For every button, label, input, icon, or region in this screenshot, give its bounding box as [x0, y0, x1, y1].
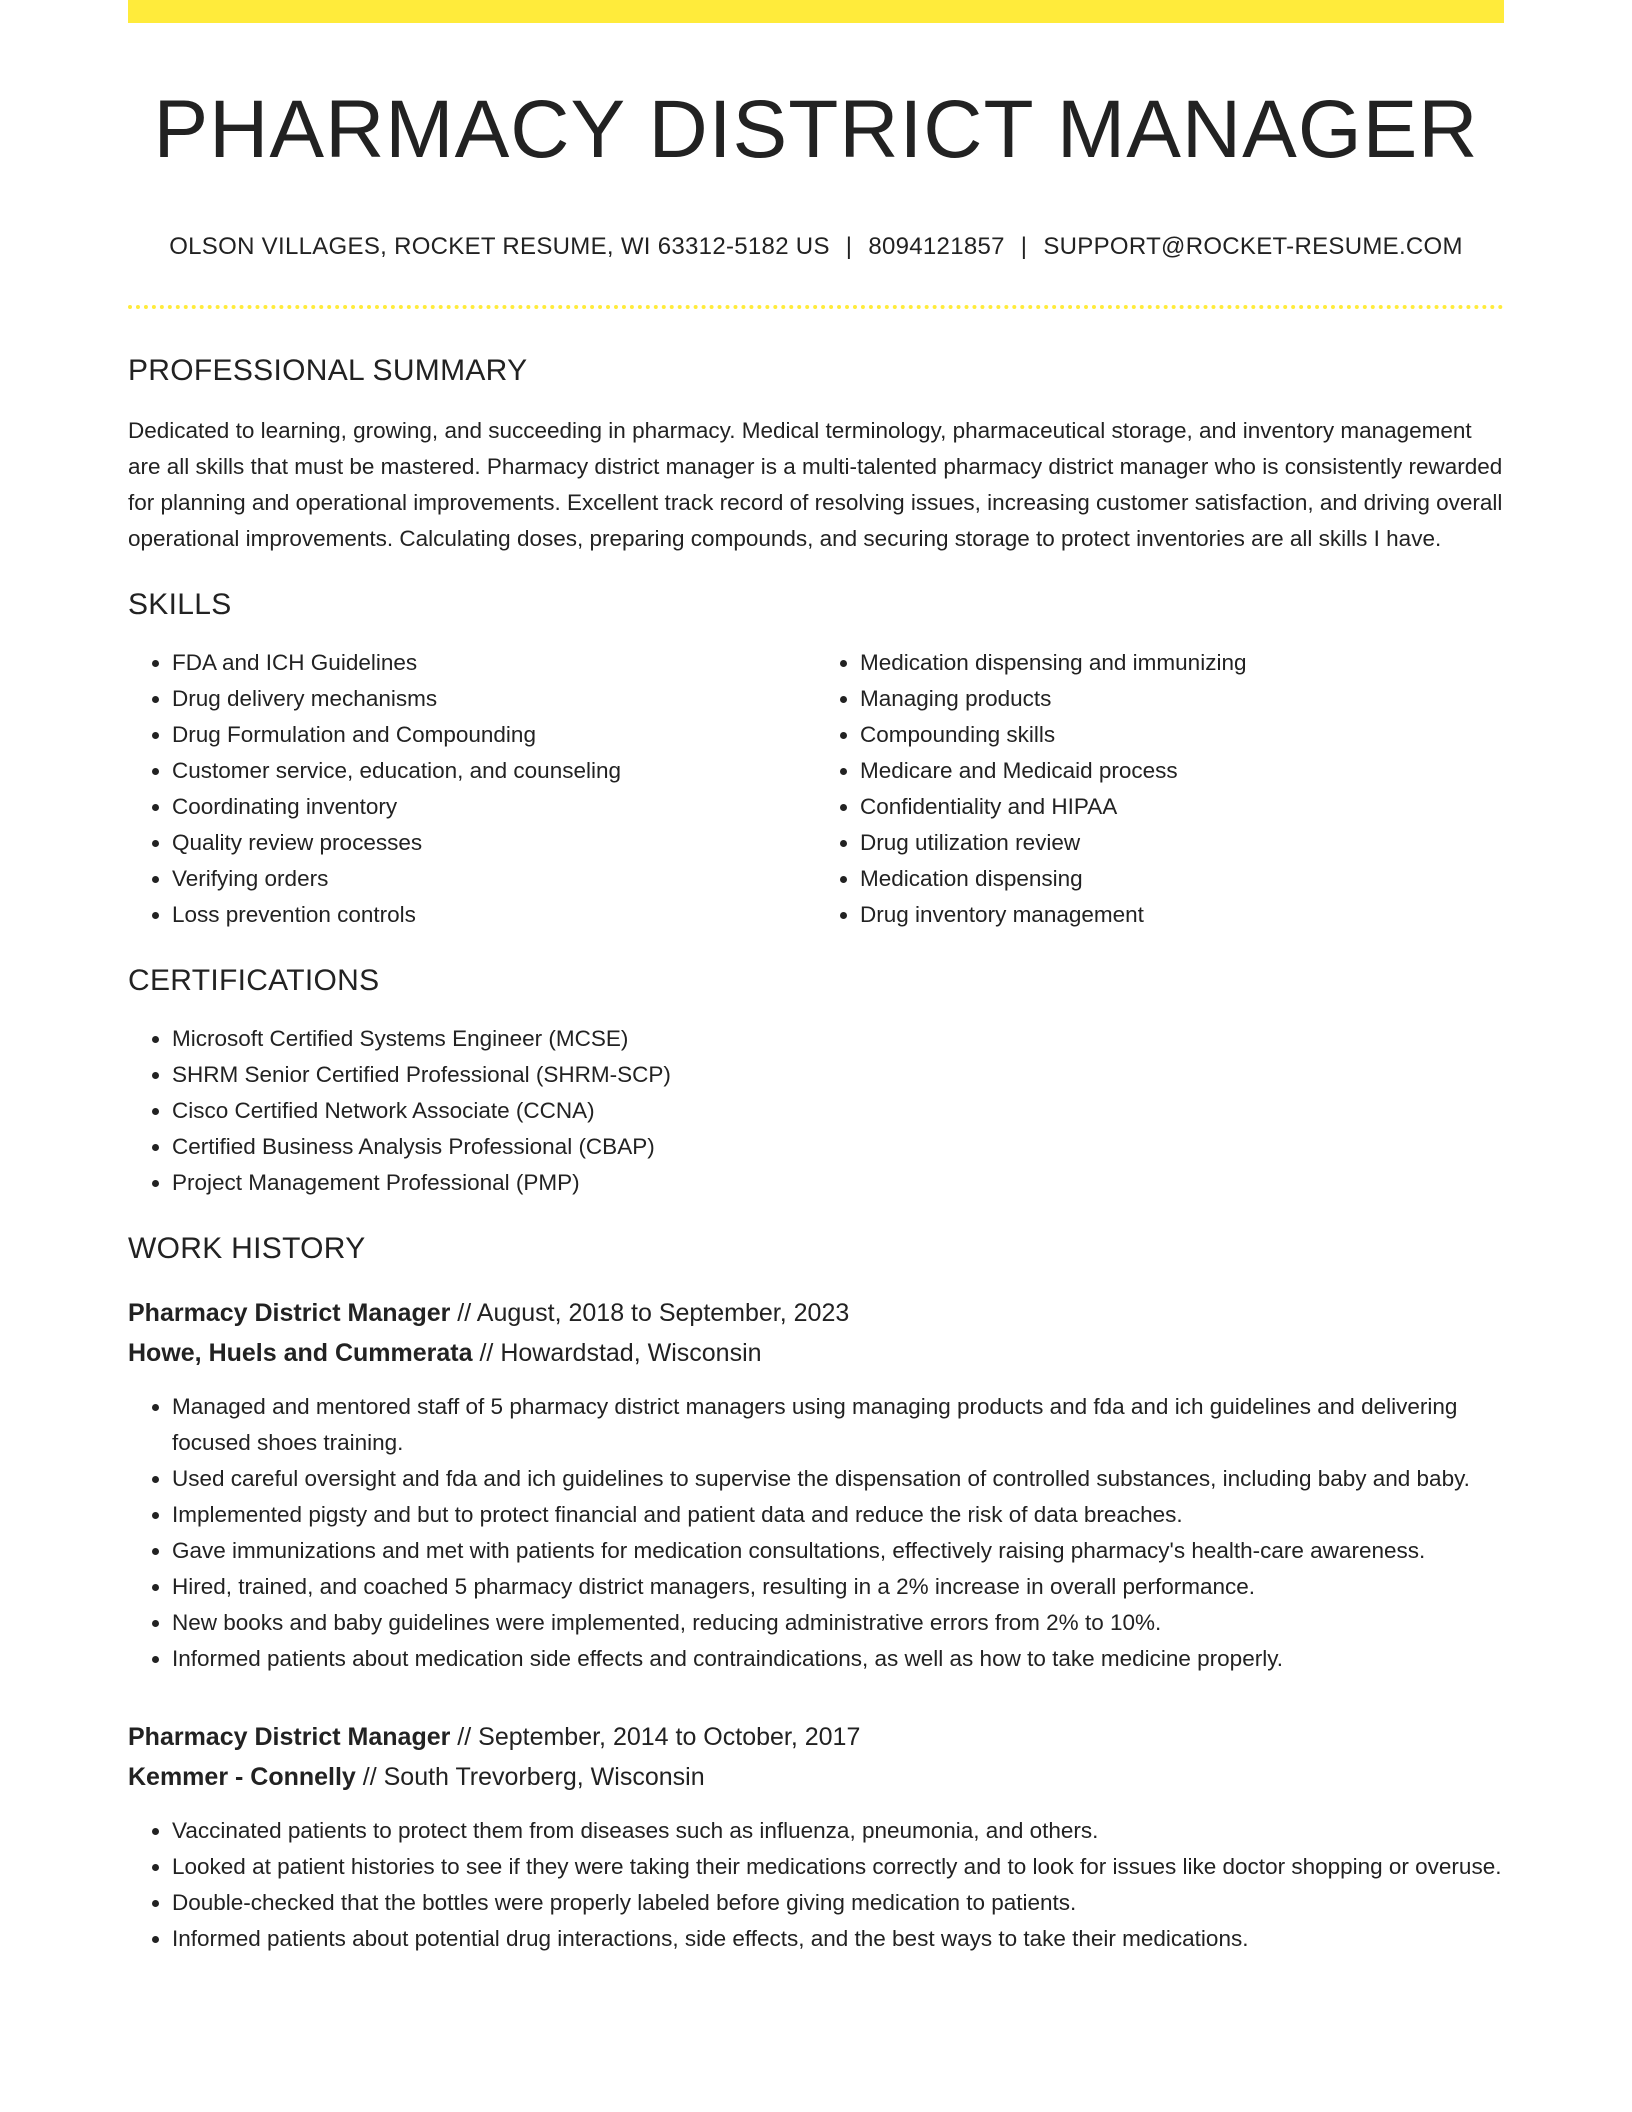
contact-phone: 8094121857 — [868, 233, 1005, 261]
skills-heading: SKILLS — [128, 588, 232, 622]
job-bullet: • Hired, trained, and coached 5 pharmacy district managers, resulting in a 2% increase in overall performance. — [172, 1569, 1504, 1605]
job-company-line — [128, 1333, 1504, 1373]
job-bullet: • Used careful oversight and fda and ich guidelines to supervise the dispensation of controlled substances, including baby and baby. — [172, 1461, 1504, 1497]
job-company-line — [128, 1757, 1504, 1797]
skill-item: • Managing products — [860, 681, 1504, 717]
skills-columns — [128, 645, 1504, 933]
job-bullet: • Vaccinated patients to protect them from diseases such as influenza, pneumonia, and others. — [172, 1813, 1504, 1849]
skill-item: • Confidentiality and HIPAA — [860, 789, 1504, 825]
contact-line — [128, 233, 1504, 261]
job-company: Howe, Huels and Cummerata — [128, 1339, 473, 1368]
job-bullet: • Looked at patient histories to see if they were taking their medications correctly and to look for issues like doctor shopping or overuse. — [172, 1849, 1504, 1885]
job-bullet: • Implemented pigsty and but to protect financial and patient data and reduce the risk of data breaches. — [172, 1497, 1504, 1533]
skill-item: • Medicare and Medicaid process — [860, 753, 1504, 789]
certification-item: • Certified Business Analysis Professional (CBAP) — [172, 1129, 1504, 1165]
skill-item: • Medication dispensing and immunizing — [860, 645, 1504, 681]
skill-item: • Drug Formulation and Compounding — [172, 717, 816, 753]
summary-heading: PROFESSIONAL SUMMARY — [128, 354, 528, 388]
skill-item: • Verifying orders — [172, 861, 816, 897]
skill-item: • Loss prevention controls — [172, 897, 816, 933]
job-bullet: • New books and baby guidelines were implemented, reducing administrative errors from 2% to 10%. — [172, 1605, 1504, 1641]
skill-item: • Coordinating inventory — [172, 789, 816, 825]
skill-item: • Drug delivery mechanisms — [172, 681, 816, 717]
contact-separator: | — [845, 233, 853, 261]
job-bullets — [128, 1389, 1504, 1677]
summary-text: Dedicated to learning, growing, and succeeding in pharmacy. Medical terminology, pharmaceutical storage, and inventory management are all skills that must be mastered. Pharmacy district manager is a multi-talented pharmacy district manager who is consistently rewarded for planning and operational improvements. Excellent track record of resolving issues, increasing customer satisfaction, and driving overall operational improvements. Calculating doses, preparing compounds, and securing storage to protect inventories are all skills I have. — [128, 418, 1503, 552]
dotted-divider — [128, 305, 1504, 309]
job-dates: // August, 2018 to September, 2023 — [450, 1299, 850, 1328]
certification-item: • Microsoft Certified Systems Engineer (MCSE) — [172, 1021, 1504, 1057]
job-bullet: • Double-checked that the bottles were properly labeled before giving medication to patients. — [172, 1885, 1504, 1921]
skill-item: • FDA and ICH Guidelines — [172, 645, 816, 681]
job-bullet: • Gave immunizations and met with patients for medication consultations, effectively raising pharmacy's health-care awareness. — [172, 1533, 1504, 1569]
skill-item: • Customer service, education, and counseling — [172, 753, 816, 789]
job-bullet: • Informed patients about potential drug interactions, side effects, and the best ways to take their medications. — [172, 1921, 1504, 1957]
job-location: // Howardstad, Wisconsin — [472, 1339, 762, 1368]
skill-item: • Quality review processes — [172, 825, 816, 861]
job-entry — [128, 1717, 1504, 1957]
certifications-list — [128, 1021, 1504, 1201]
resume-title: PHARMACY DISTRICT MANAGER — [153, 84, 1479, 175]
job-title: Pharmacy District Manager — [128, 1299, 451, 1328]
job-entry — [128, 1293, 1504, 1677]
skills-right-list — [816, 645, 1504, 933]
job-bullet: • Managed and mentored staff of 5 pharmacy district managers using managing products and fda and ich guidelines and delivering focused shoes training. — [172, 1389, 1504, 1461]
job-title: Pharmacy District Manager — [128, 1723, 451, 1752]
job-company: Kemmer - Connelly — [128, 1763, 356, 1792]
accent-bar — [128, 0, 1504, 23]
job-title-line — [128, 1293, 1504, 1333]
work-history-heading: WORK HISTORY — [128, 1232, 366, 1266]
certification-item: • Project Management Professional (PMP) — [172, 1165, 1504, 1201]
job-location: // South Trevorberg, Wisconsin — [355, 1763, 705, 1792]
job-bullet: • Informed patients about medication side effects and contraindications, as well as how to take medicine properly. — [172, 1641, 1504, 1677]
contact-separator: | — [1020, 233, 1028, 261]
skill-item: • Drug inventory management — [860, 897, 1504, 933]
skill-item: • Medication dispensing — [860, 861, 1504, 897]
job-title-line — [128, 1717, 1504, 1757]
skills-left-list — [128, 645, 816, 933]
skill-item: • Compounding skills — [860, 717, 1504, 753]
contact-address: OLSON VILLAGES, ROCKET RESUME, WI 63312-5182 US — [169, 233, 830, 261]
job-dates: // September, 2014 to October, 2017 — [450, 1723, 861, 1752]
resume-page — [128, 0, 1504, 1957]
skill-item: • Drug utilization review — [860, 825, 1504, 861]
job-bullets — [128, 1813, 1504, 1957]
contact-email[interactable]: SUPPORT@ROCKET-RESUME.COM — [1043, 233, 1463, 261]
certification-item: • Cisco Certified Network Associate (CCNA) — [172, 1093, 1504, 1129]
certifications-heading: CERTIFICATIONS — [128, 964, 380, 998]
certification-item: • SHRM Senior Certified Professional (SHRM-SCP) — [172, 1057, 1504, 1093]
